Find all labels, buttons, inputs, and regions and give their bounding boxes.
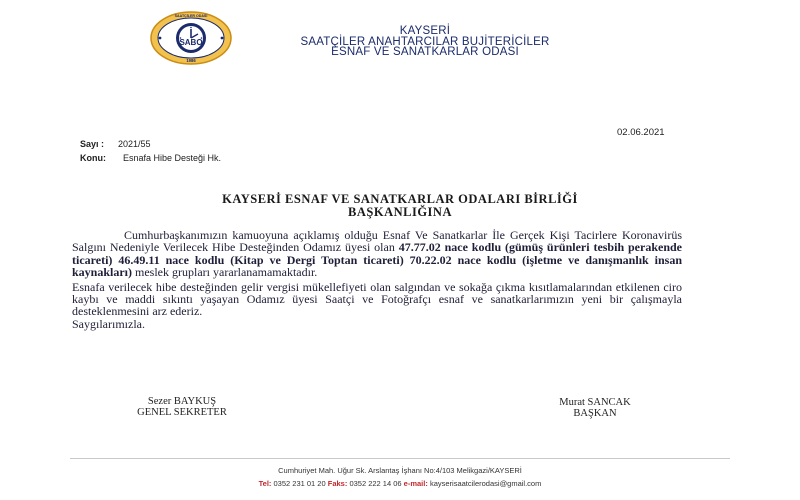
- secretary-title: GENEL SEKRETER: [137, 407, 227, 418]
- footer-contact: [0, 479, 800, 488]
- paragraph-1-intro: Cumhurbaşkanımızın kamuoyuna açıklamış olduğu Esnaf Ve Sanatkarlar İle Gerçek Kişi Tacirlere Koronavirüs Salgını Nedeniyle Verilecek Hibe Desteğinden Odamız üyesi olan: [72, 228, 682, 255]
- paragraph-3: Saygılarımızla.: [72, 316, 145, 331]
- sayi-label: Sayı :: [80, 139, 105, 149]
- heading-line-1: KAYSERİ ESNAF VE SANATKARLAR ODALARI BİRLİĞİ: [222, 192, 578, 206]
- footer-divider: [70, 458, 730, 459]
- logo-ring-text: SAATÇİLER ODASI: [174, 14, 208, 19]
- sayi-value: 2021/55: [118, 139, 151, 149]
- konu-label: Konu:: [80, 153, 106, 163]
- org-line-trades: SAATÇİLER ANAHTARCILAR BUJİTERİCİLER: [300, 35, 550, 48]
- heading-line-2: BAŞKANLIĞINA: [348, 205, 452, 219]
- konu-value: Esnafa Hibe Desteği Hk.: [123, 153, 222, 163]
- sabo-logo: [148, 10, 234, 66]
- president-title: BAŞKAN: [573, 408, 617, 419]
- email-label: e-mail:: [403, 479, 428, 488]
- tel-value: 0352 231 01 20: [273, 479, 326, 488]
- logo-text: SABO: [179, 38, 203, 47]
- paragraph-2-text: Esnafa verilecek hibe desteğinden gelir vergisi mükellefiyeti olan salgından ve sokağa çıkma kısıtlamalarından etkilenen ciro kaybı ve maddi sıkıntı yaşayan Odamız üyesi Saatçi ve Fotoğrafçı esnaf ve sanatkarlarımızın yeni bir çalışmayla desteklenmesini arz ederiz.: [72, 279, 682, 319]
- tel-label: Tel:: [258, 479, 272, 488]
- paragraph-1-nace-codes: 47.77.02 nace kodlu (gümüş ürünleri tesbih perakende ticareti) 46.49.11 nace kodlu (Kitap ve Dergi Toptan ticareti) 70.22.02 nace kodlu (işletme ve danışmanlık insan kaynakları): [72, 240, 682, 280]
- signature-secretary: [112, 396, 252, 418]
- addressee-heading: [120, 193, 680, 219]
- letter-body: [72, 229, 682, 330]
- fax-label: Faks:: [327, 479, 348, 488]
- org-line-chamber: ESNAF VE SANATKARLAR ODASI: [331, 46, 519, 58]
- paragraph-1: [72, 229, 682, 279]
- footer-address: Cumhuriyet Mah. Uğur Sk. Arslantaş İşhanı No:4/103 Melikgazi/KAYSERİ: [278, 466, 522, 475]
- paragraph-2: [72, 281, 682, 318]
- logo-year: 1986: [186, 58, 196, 63]
- organization-name: [250, 26, 600, 58]
- fax-value: 0352 222 14 06: [349, 479, 402, 488]
- document-date: 02.06.2021: [617, 127, 665, 138]
- signature-president: [530, 397, 660, 419]
- paragraph-1-end: meslek grupları yararlanamamaktadır.: [132, 265, 318, 280]
- email-value: kayserisaatcilerodasi@gmail.com: [429, 479, 542, 488]
- secretary-name: Sezer BAYKUŞ: [147, 396, 217, 407]
- president-name: Murat SANCAK: [559, 397, 631, 408]
- org-line-city: KAYSERİ: [399, 25, 451, 37]
